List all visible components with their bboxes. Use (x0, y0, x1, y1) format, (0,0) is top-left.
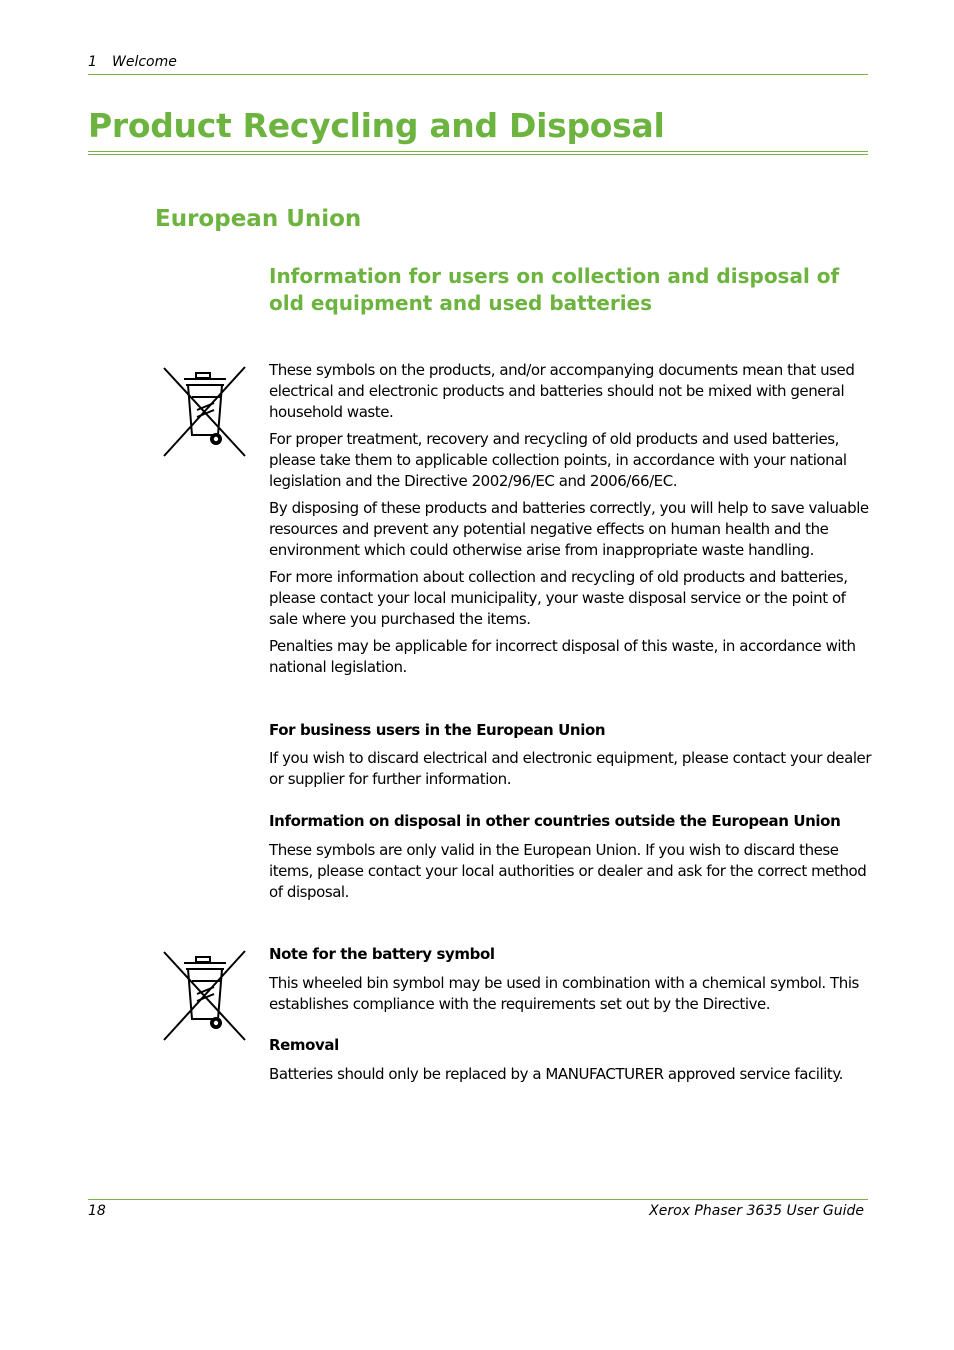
title-rule-bottom (88, 154, 868, 155)
business-block (269, 720, 875, 796)
paragraph: For proper treatment, recovery and recycling of old products and used batteries, please take them to applicable collection points, in accordance with your national legislation and the Directive 2002/96/EC and 2006/66/EC. (269, 430, 847, 490)
footer-rule (88, 1199, 868, 1200)
section-subheading: Information for users on collection and disposal of old equipment and used batteries (269, 264, 840, 315)
chapter-title: Welcome (112, 54, 177, 70)
guide-title: Xerox Phaser 3635 User Guide (649, 1203, 864, 1219)
crossed-wheelie-bin-icon (162, 365, 248, 458)
removal-text: Batteries should only be replaced by a MANUFACTURER approved service facility. (269, 1065, 843, 1083)
paragraph: For more information about collection and recycling of old products and batteries, please contact your local municipality, your waste disposal service or the point of sale where you purchased the items. (269, 568, 848, 628)
page-number: 18 (88, 1203, 106, 1219)
title-rule-top (88, 151, 868, 152)
business-heading: For business users in the European Union (269, 721, 606, 739)
running-header (88, 53, 868, 75)
crossed-wheelie-bin-icon (162, 949, 248, 1042)
paragraph: Penalties may be applicable for incorrect disposal of this waste, in accordance with national legislation. (269, 637, 856, 676)
removal-block (269, 1035, 875, 1091)
outside-eu-text: These symbols are only valid in the European Union. If you wish to discard these items, please contact your local authorities or dealer and ask for the correct method of disposal. (269, 841, 867, 901)
battery-note-text: This wheeled bin symbol may be used in combination with a chemical symbol. This establishes compliance with the requirements set out by the Directive. (269, 974, 859, 1013)
page-title: Product Recycling and Disposal (88, 106, 665, 145)
intro-column (269, 360, 875, 684)
outside-eu-heading: Information on disposal in other countries outside the European Union (269, 812, 841, 830)
paragraph: By disposing of these products and batteries correctly, you will help to save valuable resources and prevent any potential negative effects on human health and the environment which could otherwise arise from inappropriate waste handling. (269, 499, 869, 559)
removal-heading: Removal (269, 1036, 339, 1054)
chapter-number: 1 (88, 54, 97, 70)
business-text: If you wish to discard electrical and electronic equipment, please contact your dealer or supplier for further information. (269, 749, 872, 788)
paragraph: These symbols on the products, and/or accompanying documents mean that used electrical and electronic products and batteries should not be mixed with general household waste. (269, 361, 855, 421)
battery-note-block (269, 944, 875, 1021)
section-heading: European Union (155, 206, 362, 232)
battery-note-heading: Note for the battery symbol (269, 945, 495, 963)
outside-eu-block (269, 811, 875, 909)
